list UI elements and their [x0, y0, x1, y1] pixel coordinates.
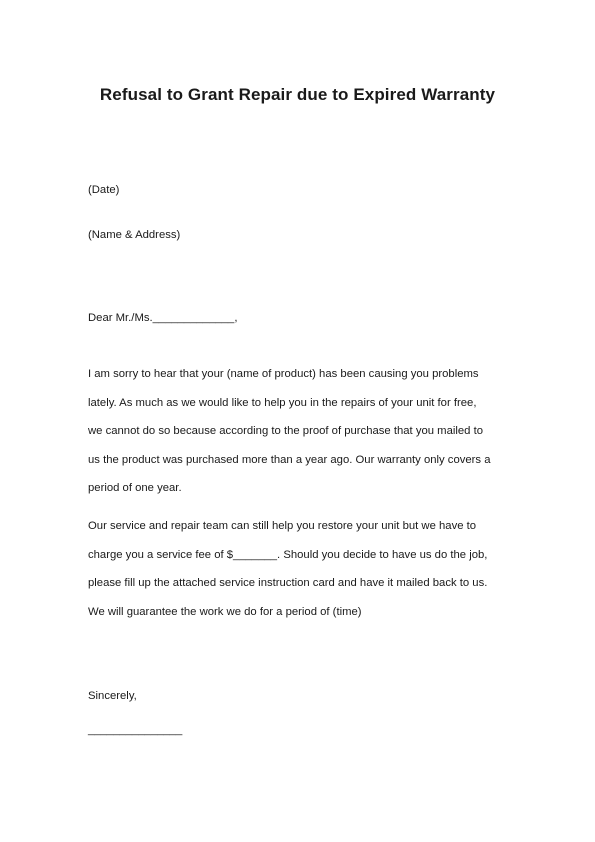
paragraph-line: we cannot do so because according to the proof of purchase that you mailed to: [88, 425, 484, 437]
paragraph-line: We will guarantee the work we do for a period of (time): [88, 606, 362, 618]
paragraph-line: Our service and repair team can still help you restore your unit but we have to: [88, 520, 477, 532]
paragraph-line: charge you a service fee of $_______. Should you decide to have us do the job,: [88, 549, 488, 561]
paragraph-line: period of one year.: [88, 482, 182, 494]
paragraph-line: lately. As much as we would like to help you in the repairs of your unit for free,: [88, 397, 477, 409]
paragraph-line: I am sorry to hear that your (name of product) has been causing you problems: [88, 368, 479, 380]
closing: Sincerely,: [88, 690, 137, 702]
paragraph-line: please fill up the attached service instruction card and have it mailed back to us.: [88, 577, 488, 589]
salutation: Dear Mr./Ms._____________,: [88, 312, 238, 324]
paragraph-line: us the product was purchased more than a year ago. Our warranty only covers a: [88, 454, 491, 466]
letter-title: Refusal to Grant Repair due to Expired Warranty: [99, 85, 496, 104]
date-placeholder: (Date): [88, 184, 120, 196]
signature-line: _______________: [88, 724, 183, 736]
name-address-placeholder: (Name & Address): [88, 229, 181, 241]
